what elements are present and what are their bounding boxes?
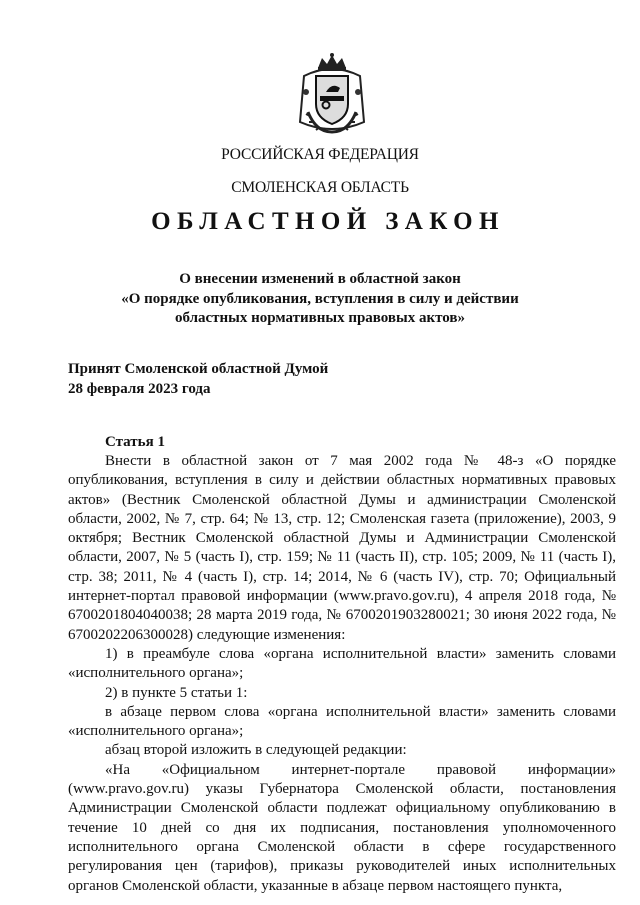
article-title: Статья 1 — [105, 434, 165, 450]
article-body — [68, 452, 616, 896]
subject-line: областных нормативных правовых актов» — [174, 310, 466, 326]
article-paragraph: 1) в преамбуле слова «органа исполнительной власти» заменить словами «исполнительного органа»; — [68, 645, 616, 682]
adoption-info — [68, 360, 328, 399]
article-paragraph: «На «Официальном интернет-портале правовой информации» (www.pravo.gov.ru) указы Губернатора Смоленской области, постановления Администрации Смоленской области подлежат официальному опубликованию в течение 10 дней со дня их подписания, постановления уполномоченного исполнительного органа Смоленской области в сфере государственного регулирования цен (тарифов), приказы руководителей иных исполнительных органов Смоленской области, указанные в абзаце первом настоящего пункта, — [68, 761, 616, 894]
country-heading: РОССИЙСКАЯ ФЕДЕРАЦИЯ — [221, 146, 419, 163]
article-paragraph: 2) в пункте 5 статьи 1: — [105, 684, 248, 701]
adoption-body: Принят Смоленской областной Думой — [68, 361, 329, 377]
article-paragraph: в абзаце первом слова «органа исполнительной власти» заменить словами «исполнительного органа»; — [68, 703, 616, 740]
document-type-title: ОБЛАСТНОЙ ЗАКОН — [151, 208, 505, 235]
adoption-date: 28 февраля 2023 года — [68, 380, 211, 397]
region-heading: СМОЛЕНСКАЯ ОБЛАСТЬ — [231, 179, 409, 196]
article-paragraph: абзац второй изложить в следующей редакции: — [105, 742, 407, 759]
subject-line: «О порядке опубликования, вступления в силу и действии — [121, 290, 519, 307]
article-paragraph: Внести в областной закон от 7 мая 2002 года № 48-з «О порядке опубликования, вступления в силу и действии областных нормативных правовых актов» (Вестник Смоленской областной Думы и администрации Смоленской области, 2002, № 7, стр. 64; № 13, стр. 12; Смоленская газета (приложение), 2003, 9 октября; Вестник Смоленской областной Думы и Администрации Смоленской области, 2007, № 5 (часть I), стр. 159; № 11 (часть II), стр. 105; 2009, № 11 (часть I), стр. 38; 2011, № 4 (часть I), стр. 14; 2014, № 6 (часть IV), стр. 70; Официальный интернет-портал правовой информации (www.pravo.gov.ru), 4 апреля 2018 года, № 6700201804040038; 28 марта 2019 года, № 6700201903280021; 30 июня 2022 года, № 6700202206300028) следующие изменения: — [68, 453, 616, 643]
subject-line: О внесении изменений в областной закон — [179, 271, 461, 287]
law-subject — [110, 270, 530, 329]
smolensk-coat-of-arms-icon — [296, 52, 368, 138]
